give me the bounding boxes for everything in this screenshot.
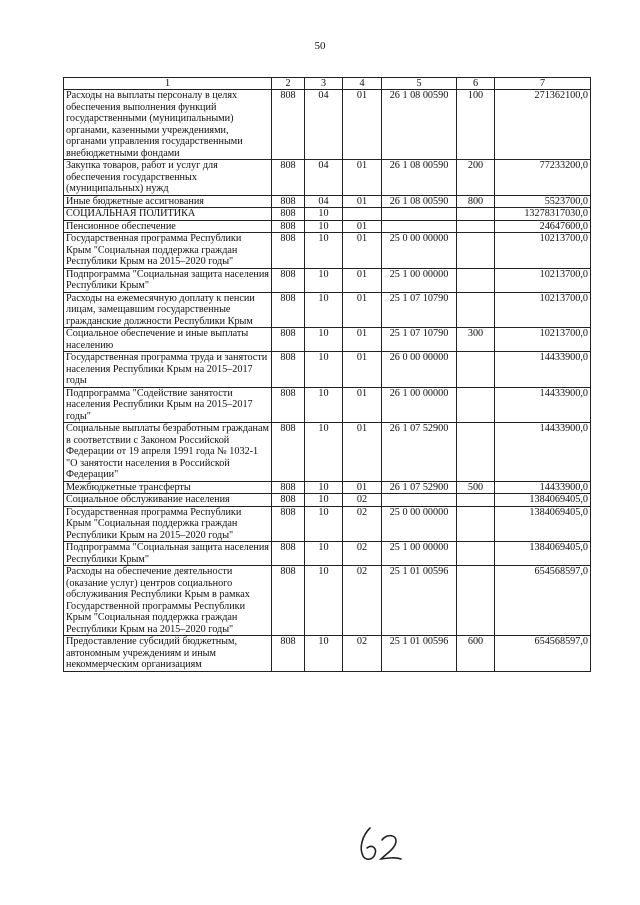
row-code-type: 500 (457, 481, 495, 494)
row-code-gr: 808 (272, 423, 305, 482)
column-header: 2 (272, 78, 305, 90)
row-code-subsection: 01 (343, 423, 382, 482)
table-row (64, 352, 591, 388)
table-row (64, 160, 591, 196)
row-code-subsection: 01 (343, 387, 382, 423)
row-code-subsection: 02 (343, 566, 382, 636)
row-amount: 14433900,0 (495, 387, 591, 423)
row-code-gr: 808 (272, 506, 305, 542)
row-name: Подпрограмма "Социальная защита населения Республики Крым" (64, 268, 272, 292)
row-code-type: 200 (457, 160, 495, 196)
table-row (64, 268, 591, 292)
row-code-section: 10 (305, 233, 343, 269)
row-code-subsection: 02 (343, 494, 382, 507)
row-code-target: 26 1 08 00590 (382, 160, 457, 196)
row-code-type: 300 (457, 328, 495, 352)
row-code-subsection: 02 (343, 636, 382, 672)
row-code-section: 10 (305, 208, 343, 221)
row-code-subsection: 01 (343, 220, 382, 233)
row-name: СОЦИАЛЬНАЯ ПОЛИТИКА (64, 208, 272, 221)
row-code-type: 600 (457, 636, 495, 672)
row-code-subsection (343, 208, 382, 221)
row-code-type (457, 208, 495, 221)
row-code-type (457, 423, 495, 482)
row-code-section: 10 (305, 220, 343, 233)
table-row (64, 481, 591, 494)
row-code-section: 04 (305, 90, 343, 160)
table-row (64, 494, 591, 507)
column-header: 1 (64, 78, 272, 90)
row-code-gr: 808 (272, 494, 305, 507)
row-code-type (457, 233, 495, 269)
table-row (64, 292, 591, 328)
row-code-section: 10 (305, 292, 343, 328)
row-amount: 1384069405,0 (495, 494, 591, 507)
row-code-type (457, 292, 495, 328)
column-header: 7 (495, 78, 591, 90)
row-name: Социальное обеспечение и иные выплаты населению (64, 328, 272, 352)
row-amount: 271362100,0 (495, 90, 591, 160)
row-code-gr: 808 (272, 220, 305, 233)
row-code-type (457, 268, 495, 292)
row-code-target: 25 1 00 00000 (382, 268, 457, 292)
row-code-subsection: 01 (343, 90, 382, 160)
row-name: Государственная программа Республики Крым "Социальная поддержка граждан Республики Крым на 2015–2020 годы" (64, 506, 272, 542)
row-code-target: 25 0 00 00000 (382, 233, 457, 269)
row-code-subsection: 01 (343, 233, 382, 269)
row-code-gr: 808 (272, 292, 305, 328)
row-code-section: 10 (305, 352, 343, 388)
row-code-section: 10 (305, 494, 343, 507)
table-row (64, 387, 591, 423)
row-code-target: 26 1 08 00590 (382, 195, 457, 208)
row-code-type: 100 (457, 90, 495, 160)
row-amount: 10213700,0 (495, 268, 591, 292)
row-code-target: 26 1 07 52900 (382, 423, 457, 482)
column-header: 4 (343, 78, 382, 90)
row-amount: 10213700,0 (495, 328, 591, 352)
row-code-section: 10 (305, 387, 343, 423)
row-code-type (457, 352, 495, 388)
row-code-type (457, 494, 495, 507)
row-amount: 10213700,0 (495, 233, 591, 269)
row-code-section: 10 (305, 328, 343, 352)
row-name: Подпрограмма "Содействие занятости населения Республики Крым на 2015–2017 годы" (64, 387, 272, 423)
row-code-target: 25 1 07 10790 (382, 292, 457, 328)
row-code-target: 25 1 01 00596 (382, 636, 457, 672)
row-code-target: 25 1 01 00596 (382, 566, 457, 636)
row-code-type (457, 542, 495, 566)
table-row (64, 220, 591, 233)
row-amount: 77233200,0 (495, 160, 591, 196)
row-name: Расходы на выплаты персоналу в целях обеспечения выполнения функций государственными (муниципальными) органами, казенными учреждениями, органами управления государственными внебюджетными фондами (64, 90, 272, 160)
row-name: Пенсионное обеспечение (64, 220, 272, 233)
row-code-subsection: 01 (343, 195, 382, 208)
row-name: Закупка товаров, работ и услуг для обеспечения государственных (муниципальных) нужд (64, 160, 272, 196)
row-code-gr: 808 (272, 352, 305, 388)
table-header-row (64, 78, 591, 90)
row-code-subsection: 01 (343, 268, 382, 292)
row-name: Государственная программа Республики Крым "Социальная поддержка граждан Республики Крым на 2015–2020 годы" (64, 233, 272, 269)
row-name: Социальное обслуживание населения (64, 494, 272, 507)
handwritten-page-mark-icon (356, 822, 404, 864)
row-code-target (382, 208, 457, 221)
row-code-subsection: 01 (343, 292, 382, 328)
row-code-type (457, 506, 495, 542)
row-code-subsection: 01 (343, 160, 382, 196)
row-name: Расходы на обеспечение деятельности (оказание услуг) центров социального обслуживания Республики Крым в рамках Государственной программы Республики Крым "Социальная поддержка граждан Республики Крым на 2015–2020 годы" (64, 566, 272, 636)
row-code-gr: 808 (272, 233, 305, 269)
row-amount: 14433900,0 (495, 481, 591, 494)
row-code-subsection: 01 (343, 481, 382, 494)
row-code-subsection: 01 (343, 328, 382, 352)
table-row (64, 208, 591, 221)
column-header: 5 (382, 78, 457, 90)
row-amount: 24647600,0 (495, 220, 591, 233)
row-code-type: 800 (457, 195, 495, 208)
row-name: Расходы на ежемесячную доплату к пенсии лицам, замещавшим государственные гражданские должности Республики Крым (64, 292, 272, 328)
row-amount: 1384069405,0 (495, 542, 591, 566)
row-code-subsection: 02 (343, 542, 382, 566)
row-code-section: 10 (305, 423, 343, 482)
table-body (64, 90, 591, 672)
row-code-target: 26 1 00 00000 (382, 387, 457, 423)
row-name: Социальные выплаты безработным гражданам в соответствии с Законом Российской Федерации от 19 апреля 1991 года № 1032-1 "О занятости населения в Российской Федерации" (64, 423, 272, 482)
row-name: Подпрограмма "Социальная защита населения Республики Крым" (64, 542, 272, 566)
row-code-gr: 808 (272, 160, 305, 196)
row-name: Иные бюджетные ассигнования (64, 195, 272, 208)
row-code-type (457, 566, 495, 636)
row-code-target: 25 0 00 00000 (382, 506, 457, 542)
budget-table (63, 77, 591, 672)
row-code-type (457, 220, 495, 233)
row-code-section: 04 (305, 195, 343, 208)
row-name: Межбюджетные трансферты (64, 481, 272, 494)
column-header: 6 (457, 78, 495, 90)
row-code-gr: 808 (272, 542, 305, 566)
row-code-gr: 808 (272, 195, 305, 208)
row-code-gr: 808 (272, 268, 305, 292)
row-code-gr: 808 (272, 481, 305, 494)
row-code-section: 10 (305, 542, 343, 566)
row-code-gr: 808 (272, 90, 305, 160)
row-amount: 13278317030,0 (495, 208, 591, 221)
row-code-section: 10 (305, 636, 343, 672)
row-code-section: 04 (305, 160, 343, 196)
row-code-subsection: 02 (343, 506, 382, 542)
row-amount: 1384069405,0 (495, 506, 591, 542)
table-row (64, 233, 591, 269)
table-row (64, 506, 591, 542)
row-amount: 10213700,0 (495, 292, 591, 328)
row-amount: 5523700,0 (495, 195, 591, 208)
row-code-gr: 808 (272, 636, 305, 672)
row-code-gr: 808 (272, 387, 305, 423)
table-row (64, 423, 591, 482)
row-name: Государственная программа труда и занятости населения Республики Крым на 2015–2017 годы (64, 352, 272, 388)
row-code-target: 25 1 07 10790 (382, 328, 457, 352)
row-code-target: 25 1 00 00000 (382, 542, 457, 566)
row-code-target: 26 1 07 52900 (382, 481, 457, 494)
row-code-target (382, 494, 457, 507)
row-code-target: 26 1 08 00590 (382, 90, 457, 160)
row-amount: 14433900,0 (495, 423, 591, 482)
row-amount: 14433900,0 (495, 352, 591, 388)
row-code-gr: 808 (272, 208, 305, 221)
row-code-section: 10 (305, 268, 343, 292)
table-row (64, 636, 591, 672)
row-code-target: 26 0 00 00000 (382, 352, 457, 388)
table-row (64, 542, 591, 566)
row-amount: 654568597,0 (495, 636, 591, 672)
row-code-type (457, 387, 495, 423)
row-code-section: 10 (305, 506, 343, 542)
row-code-target (382, 220, 457, 233)
table-row (64, 328, 591, 352)
row-amount: 654568597,0 (495, 566, 591, 636)
page-number: 50 (314, 40, 326, 52)
table-row (64, 566, 591, 636)
row-code-subsection: 01 (343, 352, 382, 388)
table-row (64, 195, 591, 208)
row-code-section: 10 (305, 481, 343, 494)
row-code-gr: 808 (272, 566, 305, 636)
row-name: Предоставление субсидий бюджетным, автономным учреждениям и иным некоммерческим организациям (64, 636, 272, 672)
table-row (64, 90, 591, 160)
row-code-section: 10 (305, 566, 343, 636)
row-code-gr: 808 (272, 328, 305, 352)
column-header: 3 (305, 78, 343, 90)
